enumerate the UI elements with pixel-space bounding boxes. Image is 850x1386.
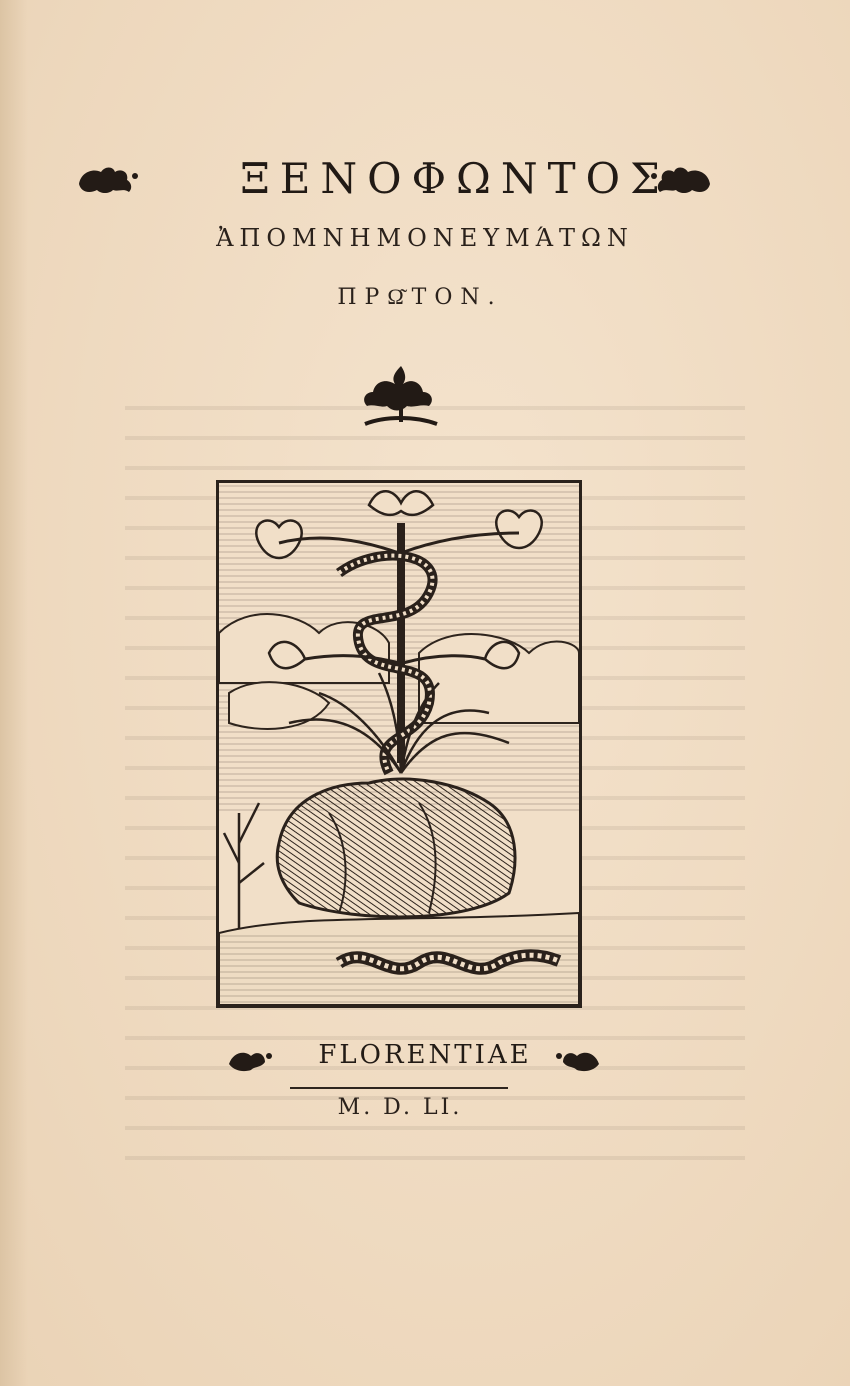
imprint-date: M. D. LI.: [337, 1095, 463, 1120]
book-subtitle: ἈΠΟΜΝΗΜΟΝΕΥΜΆΤΩΝ: [216, 224, 634, 252]
imprint-row: [225, 1038, 625, 1078]
title-row: [60, 148, 760, 208]
leaf-ornament-icon: [355, 362, 447, 438]
left-fleuron-icon: [75, 162, 139, 196]
imprint-place: FLORENTIAE: [318, 1040, 532, 1070]
imprint-rule: [290, 1087, 508, 1089]
woodcut-illustration: [216, 480, 582, 1008]
volume-label: ΠΡΩ͂ΤΟΝ.: [337, 285, 503, 310]
book-title: ΞΕΝΟΦΩΝΤΟΣ: [240, 154, 670, 203]
imprint-left-fleuron-icon: [225, 1044, 273, 1074]
imprint-right-fleuron-icon: [555, 1044, 603, 1074]
page-edge-shadow: [0, 0, 28, 1386]
serpent-lily-woodcut: [219, 483, 579, 1005]
